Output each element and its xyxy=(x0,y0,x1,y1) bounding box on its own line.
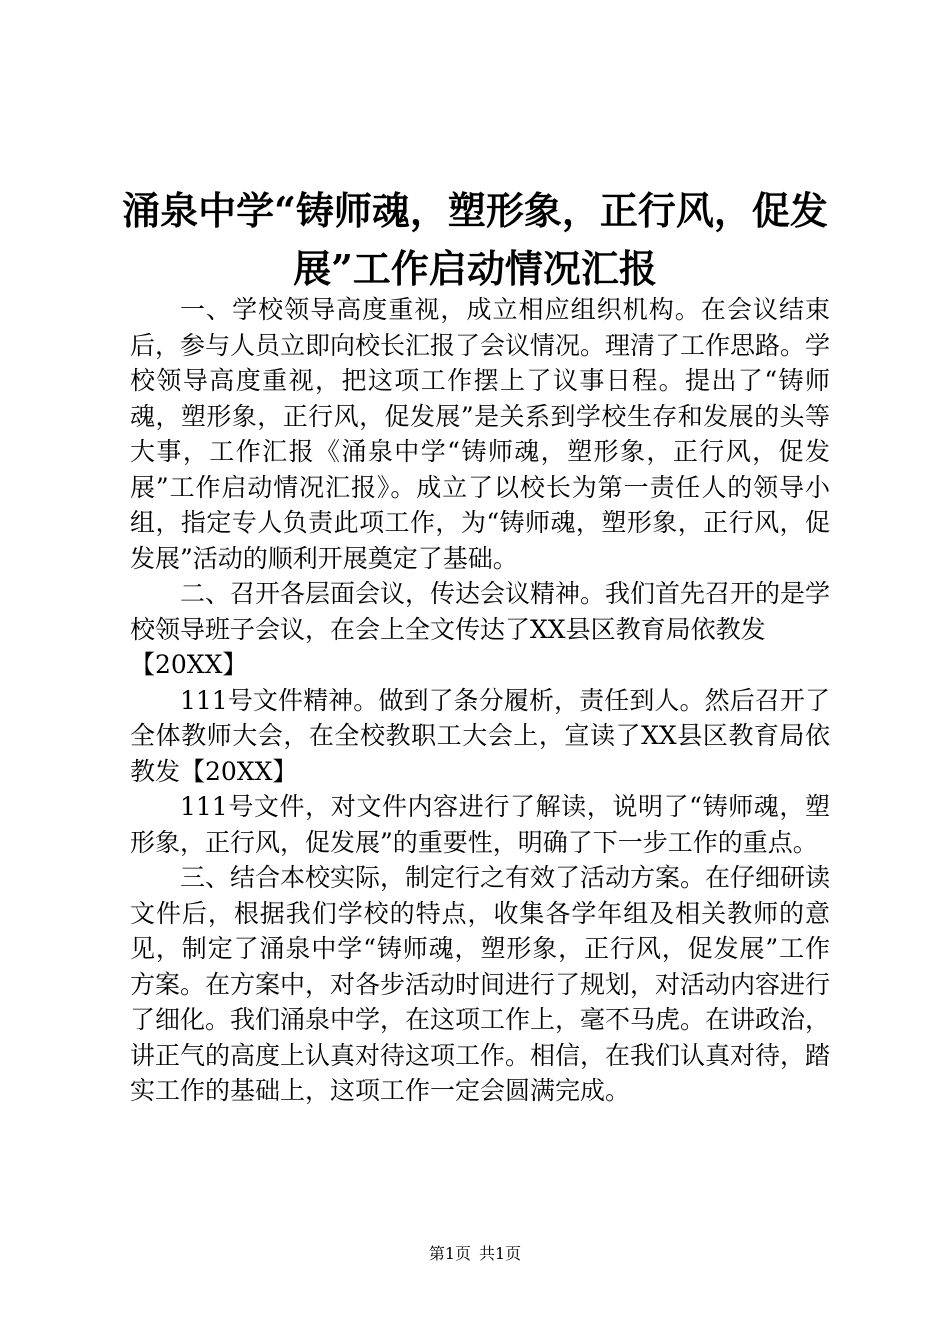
paragraph-6: 三、结合本校实际，制定行之有效了活动方案。在仔细研读文件后，根据我们学校的特点，收集各学年组及相关教师的意见，制定了涌泉中学“铸师魂，塑形象，正行风，促发展”工作方案。在方案中，对各步活动时间进行了规划，对活动内容进行了细化。我们涌泉中学，在这项工作上，毫不马虎。在讲政治，讲正气的高度上认真对待这项工作。相信，在我们认真对待，踏实工作的基础上，这项工作一定会圆满完成。 xyxy=(130,863,831,1105)
page-footer xyxy=(0,1243,950,1265)
paragraph-4: 111号文件精神。做到了条分履析，责任到人。然后召开了全体教师大会，在全校教职工大会上，宣读了XX县区教育局依教发【20XX】 xyxy=(130,685,830,786)
paragraph-1: 一、学校领导高度重视，成立相应组织机构。在会议结束后，参与人员立即向校长汇报了会议情况。理清了工作思路。学校领导高度重视，把这项工作摆上了议事日程。提出了“铸师魂，塑形象，正行风，促发展”是关系到学校生存和发展的头等大事，工作汇报《涌泉中学“铸师魂，塑形象，正行风，促发展”工作启动情况汇报》。成立了以校长为第一责任人的领导小组，指定专人负责此项工作，为“铸师魂，塑形象，正行风，促发展”活动的顺利开展奠定了基础。 xyxy=(130,295,831,573)
paragraph-5: 111号文件，对文件内容进行了解读，说明了“铸师魂，塑形象，正行风，促发展”的重要性，明确了下一步工作的重点。 xyxy=(130,792,830,857)
document-title: 涌泉中学“铸师魂，塑形象，正行风，促发展”工作启动情况汇报 xyxy=(122,188,828,291)
page-number: 第1页 xyxy=(428,1244,471,1263)
paragraph-2: 二、召开各层面会议，传达会议精神。我们首先召开的是学校领导班子会议，在会上全文传达了XX县区教育局依教发 xyxy=(130,579,831,644)
paragraph-3: 【20XX】 xyxy=(130,650,248,679)
page-total: 共1页 xyxy=(479,1244,522,1263)
document-body xyxy=(130,292,830,1109)
